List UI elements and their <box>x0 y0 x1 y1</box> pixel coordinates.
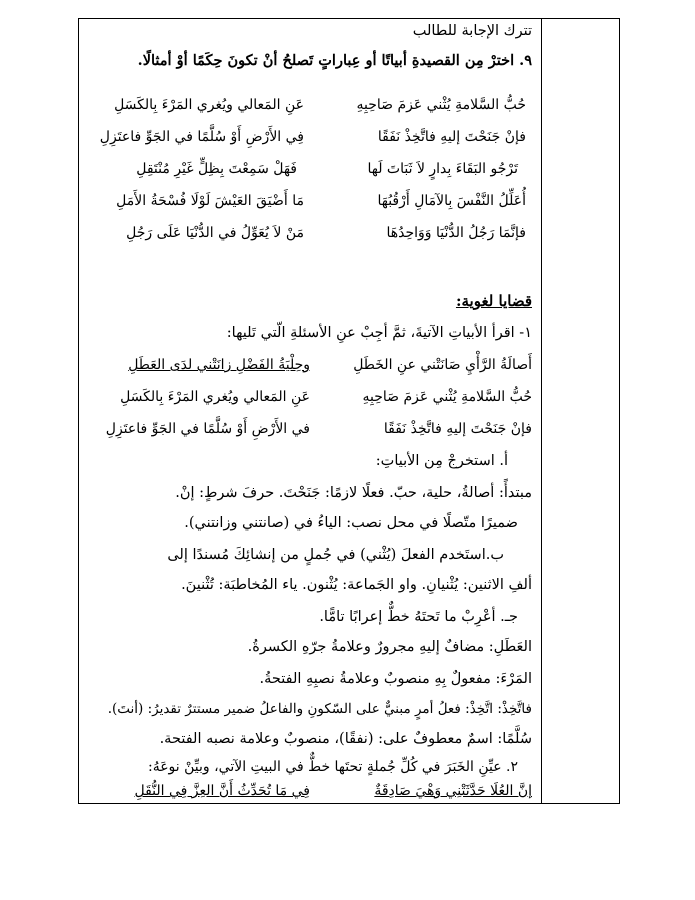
answer-c-2: المَرْءَ: مفعولٌ بِهِ منصوبٌ وعلامةُ نصبِهِ الفتحةُ. <box>259 671 532 687</box>
answer-c-1: العَطَلِ: مضافٌ إليهِ مجرورٌ وعلامةُ جرّهِ الكسرةُ. <box>247 639 532 655</box>
answer-a-2: ضميرًا متّصلًا في محل نصب: الياءُ في (صانتني وزانتني). <box>184 515 518 531</box>
poem2-verse-2-right: حُبُّ السَّلامةِ يُثْني عَزمَ صَاحِبِهِ <box>362 389 532 405</box>
poem1-verse-4-right: أُعَلِّلُ النَّفْسَ بِالآمَالِ أَرْقُبُهَا <box>377 193 526 209</box>
answer-c-3: فاتَّخِذْ: اتَّخِذْ: فعلُ أمرٍ مبنيٌّ على السّكونِ والفاعلُ ضمير مستترٌ تقديرُ: (أنتَ). <box>107 701 532 717</box>
question-1: ١- اقرأ الأبياتِ الآتيةَ، ثمَّ أجِبْ عنِ الأسئلةِ الّتي تَليها: <box>226 325 532 341</box>
poem2-verse-2-left: عَنِ المَعالي ويُغري المَرْءَ بِالكَسَلِ <box>120 389 310 405</box>
poem2-verse-3-left: في الأَرْضِ أَوْ سُلَّمًا في الجَوِّ فاعتَزِلِ <box>105 421 310 437</box>
poem1-verse-2-right: فإنْ جَنَحْتَ إليهِ فاتَّخِذْ نَفَقًا <box>377 129 526 145</box>
poem1-verse-3-right: تَرْجُو البَقَاءَ بِدارٍ لاَ ثَبَاتَ لَها <box>367 161 518 177</box>
answer-a-1: مبتدأً: أصالةُ، حلية، حبّ. فعلًا لازمًا: جَنَحْتَ. حرفَ شرطٍ: إنْ. <box>175 485 532 501</box>
poem1-verse-4-left: مَا أَضْيَقَ العَيْشَ لَوْلَا فُسْحَةُ الأَمَلِ <box>116 193 304 209</box>
poem1-verse-5-right: فإنَّمَا رَجُلُ الدُّنْيَا وَوَاحِدُهَا <box>386 225 526 241</box>
poem2-verse-1-right: أَصالَةُ الرَّأْيِ صَانَتْني عنِ الخَطَلِ <box>353 357 532 373</box>
last-verse-right: إنَّ العُلَا حَدَّثَتْنِي وَهْيَ صَادِقَةٌ <box>374 783 532 799</box>
poem2-verse-1-left: وحِلْيَةُ الفَضْلِ زانَتْني لدَى العَطَلِ <box>128 357 310 373</box>
section-title: قضايا لغوية: <box>455 292 532 310</box>
question-c: جـ. أعْرِبْ ما تَحتَهُ خطٌّ إعرابًا تامًّا. <box>319 609 518 625</box>
last-verse-left: فِي مَا تُحَدِّثُ أَنَّ العِزَّ فِي النُّقَلِ <box>134 783 310 799</box>
poem1-verse-2-left: فِي الأَرْضِ أَوْ سُلَّمًا في الجَوِّ فاعتَزِلِ <box>99 129 304 145</box>
poem2-verse-3-right: فإنْ جَنَحْتَ إليهِ فاتَّخِذْ نَفَقًا <box>383 421 532 437</box>
top-note: تترك الإجابة للطالب <box>412 23 532 39</box>
answer-cell <box>92 0 532 900</box>
question-9: ٩. اخترْ مِن القصيدةِ أبياتًا أو عِباراتٍ تَصلحُ أنْ تكونَ حِكَمًا أوْ أمثالًا. <box>137 52 532 69</box>
question-b: ب.استَخدم الفعلَ (يُثْني) في جُملٍ من إنشائِكَ مُسندًا إلى <box>167 547 504 563</box>
answer-c-4: سُلَّمًا: اسمٌ معطوفٌ على: (نفقًا)، منصوبٌ وعلامة نصبه الفتحة. <box>159 731 532 747</box>
answer-b-1: ألفِ الاثنين: يُثْنيانِ. واو الجَماعة: يُثْنون. ياء المُخاطبَة: تُثْنينَ. <box>181 577 532 593</box>
column-divider <box>541 18 542 804</box>
poem1-verse-1-left: عَنِ المَعالي ويُغري المَرْءَ بِالكَسَلِ <box>114 97 304 113</box>
question-2: ٢. عيِّنِ الخَبَرَ في كُلِّ جُملةٍ تحتَها خطٌّ في البيتِ الآتي، وبيِّنْ نوعَهُ: <box>147 759 518 775</box>
poem1-verse-5-left: مَنْ لاَ يُعَوِّلُ في الدُّنْيَا عَلَى رَجُلِ <box>126 225 304 241</box>
question-a: أ. استخرجْ مِن الأبياتِ: <box>375 453 508 469</box>
poem1-verse-1-right: حُبُّ السَّلامةِ يُثْني عَزمَ صَاحِبِهِ <box>356 97 526 113</box>
poem1-verse-3-left: فَهَلْ سَمِعْتَ بِظِلٍّ غَيْرِ مُنْتَقِلِ <box>136 161 297 177</box>
